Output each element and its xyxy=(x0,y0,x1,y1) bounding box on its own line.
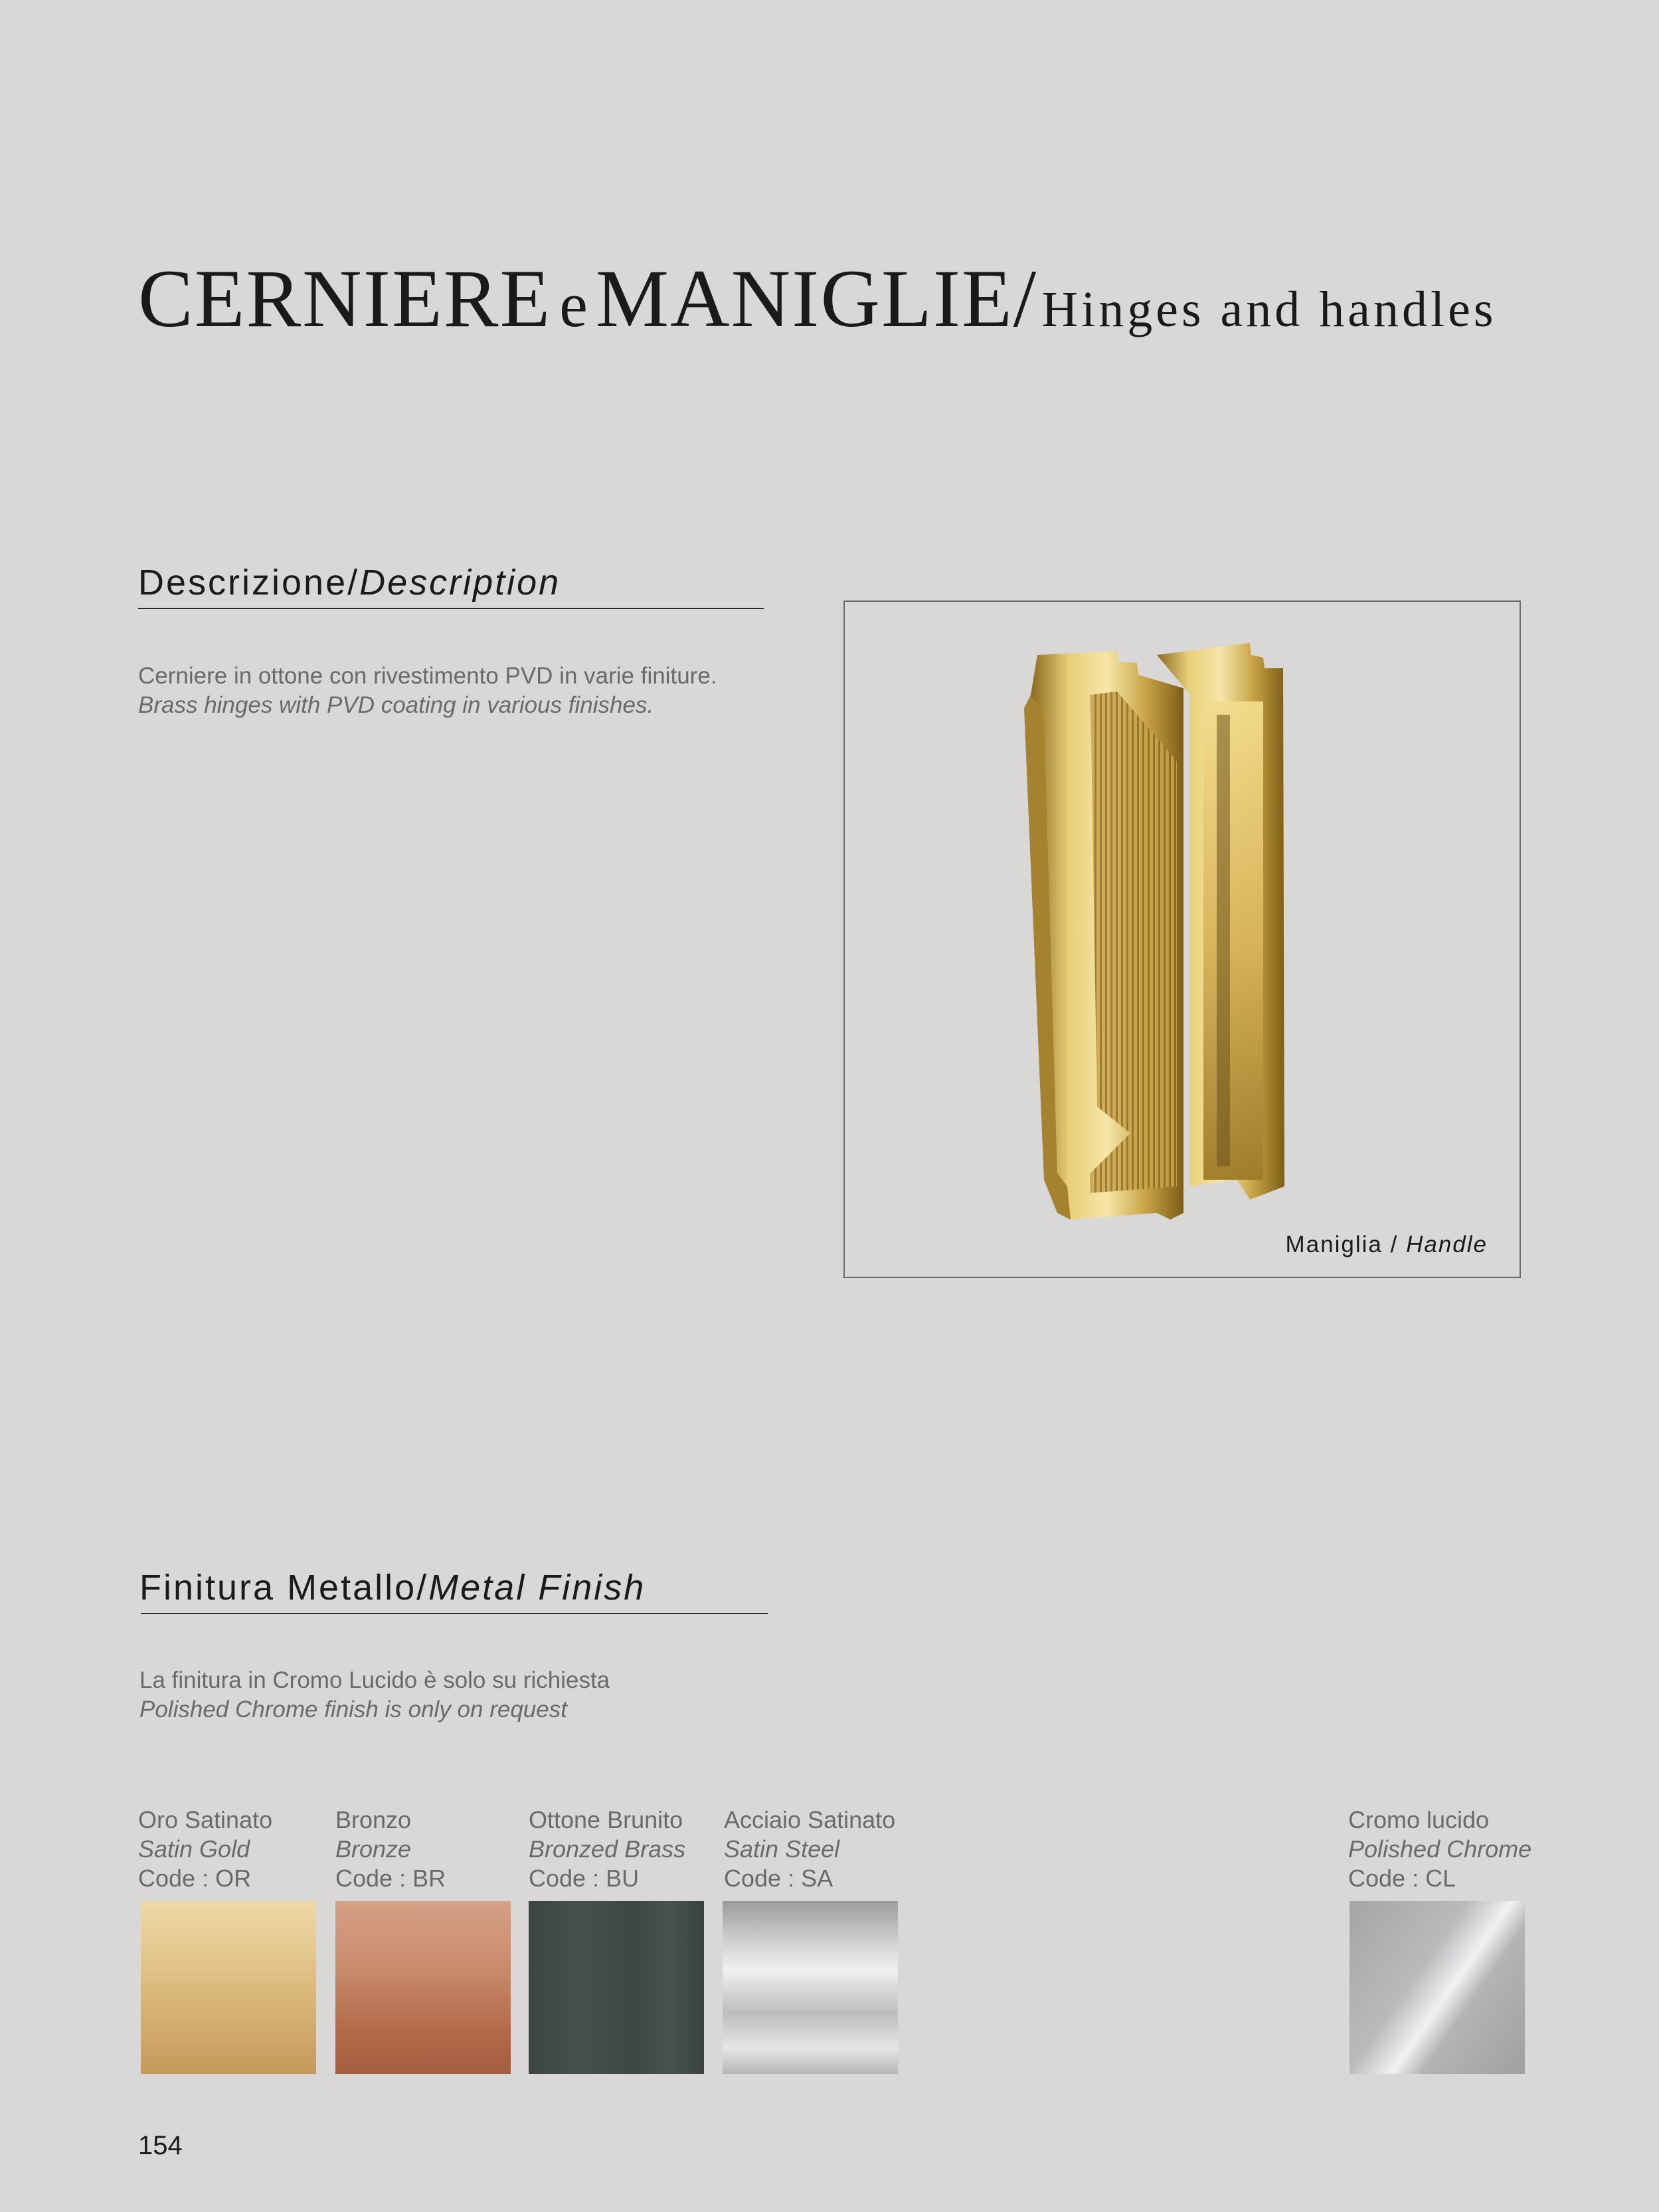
description-text-it: Cerniere in ottone con rivestimento PVD in varie finiture. xyxy=(138,663,717,689)
finish-name-en: Satin Steel xyxy=(724,1835,840,1863)
finish-name-it: Bronzo xyxy=(335,1806,412,1833)
finish-polished-chrome xyxy=(1348,1805,1531,1893)
page-number: 154 xyxy=(138,2131,183,2160)
finish-satin-steel xyxy=(724,1805,895,1893)
finish-bronzed-brass xyxy=(529,1805,685,1893)
finish-code: Code : SA xyxy=(724,1865,833,1892)
finish-code: Code : BU xyxy=(529,1865,640,1892)
finish-code: Code : BR xyxy=(335,1865,446,1892)
finish-name-it: Oro Satinato xyxy=(138,1806,273,1833)
photo-caption-en: Handle xyxy=(1406,1232,1488,1257)
product-photo-frame xyxy=(843,600,1521,1278)
metal-finish-note-it: La finitura in Cromo Lucido è solo su richiesta xyxy=(139,1667,610,1693)
title-word-hinges-it: CERNIERE xyxy=(138,253,552,344)
finish-satin-gold xyxy=(138,1805,272,1893)
finish-bronze xyxy=(335,1805,446,1893)
swatch-satin-steel xyxy=(723,1901,898,2074)
handle-image xyxy=(845,602,1520,1277)
title-subtitle-en: Hinges and handles xyxy=(1041,282,1497,337)
description-text-en: Brass hinges with PVD coating in various finishes. xyxy=(138,692,654,718)
swatch-polished-chrome xyxy=(1350,1901,1525,2074)
description-heading-en: Description xyxy=(359,563,561,602)
finish-code: Code : CL xyxy=(1348,1865,1456,1892)
metal-finish-note xyxy=(139,1666,610,1724)
finish-name-it: Acciaio Satinato xyxy=(724,1806,896,1833)
description-rule xyxy=(138,608,764,609)
swatch-bronze xyxy=(335,1901,511,2074)
photo-caption-it: Maniglia / xyxy=(1285,1232,1407,1257)
finish-name-it: Ottone Brunito xyxy=(529,1806,683,1833)
finish-name-en: Polished Chrome xyxy=(1348,1835,1532,1863)
description-text xyxy=(138,662,717,720)
handle-bar xyxy=(1203,701,1263,1180)
finish-name-en: Satin Gold xyxy=(138,1835,250,1863)
page-title xyxy=(138,253,1497,344)
title-conjunction: e xyxy=(559,269,588,340)
finish-code: Code : OR xyxy=(138,1865,252,1892)
photo-caption xyxy=(1286,1232,1488,1258)
metal-finish-heading-it: Finitura Metallo/ xyxy=(139,1568,429,1608)
description-heading-it: Descrizione/ xyxy=(138,563,360,602)
description-heading xyxy=(138,562,561,603)
metal-finish-note-en: Polished Chrome finish is only on request xyxy=(139,1697,567,1722)
swatch-satin-gold xyxy=(141,1901,316,2074)
title-slash: / xyxy=(1013,253,1037,344)
swatch-bronzed-brass xyxy=(529,1901,704,2074)
metal-finish-heading xyxy=(139,1567,646,1608)
metal-finish-rule xyxy=(141,1613,768,1614)
finish-name-en: Bronzed Brass xyxy=(529,1835,686,1863)
title-word-handles-it: MANIGLIE xyxy=(595,253,1013,344)
metal-finish-heading-en: Metal Finish xyxy=(428,1568,646,1608)
handle-bar-shadow xyxy=(1217,715,1230,1166)
finish-name-it: Cromo lucido xyxy=(1348,1806,1490,1833)
finish-name-en: Bronze xyxy=(335,1835,412,1863)
